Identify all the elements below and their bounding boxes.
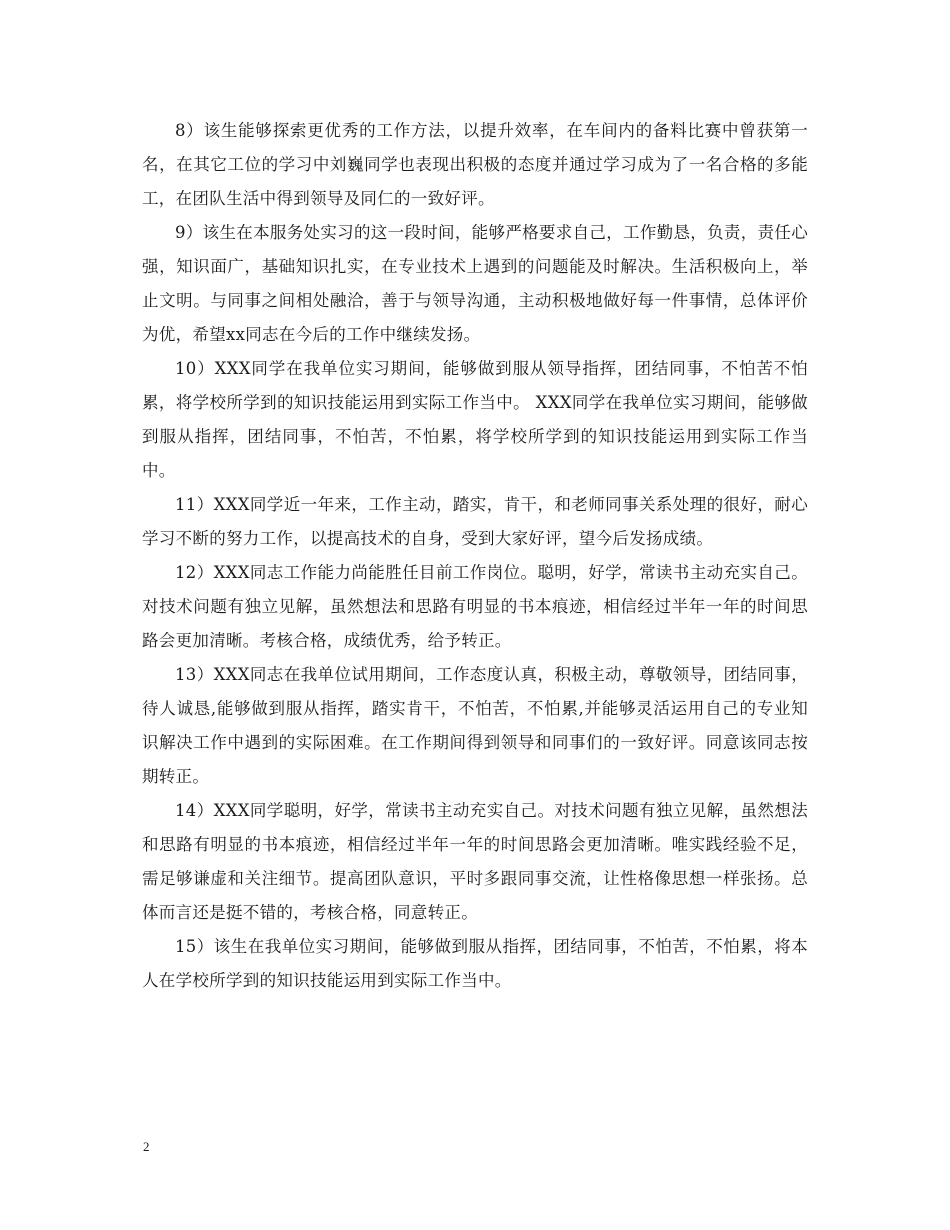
page-number: 2: [143, 1139, 150, 1154]
paragraph-9: 9）该生在本服务处实习的这一段时间，能够严格要求自己，工作勤恳，负责，责任心强，知识面广，基础知识扎实，在专业技术上遇到的问题能及时解决。生活积极向上，举止文明。与同事之间相处融洽，善于与领导沟通，主动积极地做好每一件事情，总体评价为优，希望xx同志在今后的工作中继续发扬。: [142, 223, 808, 344]
paragraph-11: 11）XXX同学近一年来，工作主动，踏实，肯干，和老师同事关系处理的很好，耐心学习不断的努力工作，以提高技术的自身，受到大家好评，望今后发扬成绩。: [142, 495, 808, 548]
paragraph-10: 10）XXX同学在我单位实习期间，能够做到服从领导指挥，团结同事，不怕苦不怕累，将学校所学到的知识技能运用到实际工作当中。 XXX同学在我单位实习期间，能够做到服从指挥，团结同事，不怕苦，不怕累，将学校所学到的知识技能运用到实际工作当中。: [142, 359, 808, 480]
paragraph-12: 12）XXX同志工作能力尚能胜任目前工作岗位。聪明，好学，常读书主动充实自己。对技术问题有独立见解，虽然想法和思路有明显的书本痕迹，相信经过半年一年的时间思路会更加清晰。考核合格，成绩优秀，给予转正。: [142, 563, 808, 650]
paragraph-13: 13）XXX同志在我单位试用期间，工作态度认真，积极主动，尊敬领导，团结同事，待人诚恳,能够做到服从指挥，踏实肯干，不怕苦，不怕累,并能够灵活运用自己的专业知识解决工作中遇到的实际困难。在工作期间得到领导和同事们的一致好评。同意该同志按期转正。: [142, 665, 808, 786]
paragraph-15: 15）该生在我单位实习期间，能够做到服从指挥，团结同事，不怕苦，不怕累，将本人在学校所学到的知识技能运用到实际工作当中。: [142, 937, 808, 990]
paragraph-14: 14）XXX同学聪明，好学，常读书主动充实自己。对技术问题有独立见解，虽然想法和思路有明显的书本痕迹，相信经过半年一年的时间思路会更加清晰。唯实践经验不足，需足够谦虚和关注细节。提高团队意识，平时多跟同事交流，让性格像思想一样张扬。总体而言还是挺不错的，考核合格，同意转正。: [142, 801, 808, 922]
paragraph-8: 8）该生能够探索更优秀的工作方法，以提升效率，在车间内的备料比赛中曾获第一名，在其它工位的学习中刘巍同学也表现出积极的态度并通过学习成为了一名合格的多能工，在团队生活中得到领导及同仁的一致好评。: [142, 121, 808, 208]
document-body: [142, 114, 808, 998]
